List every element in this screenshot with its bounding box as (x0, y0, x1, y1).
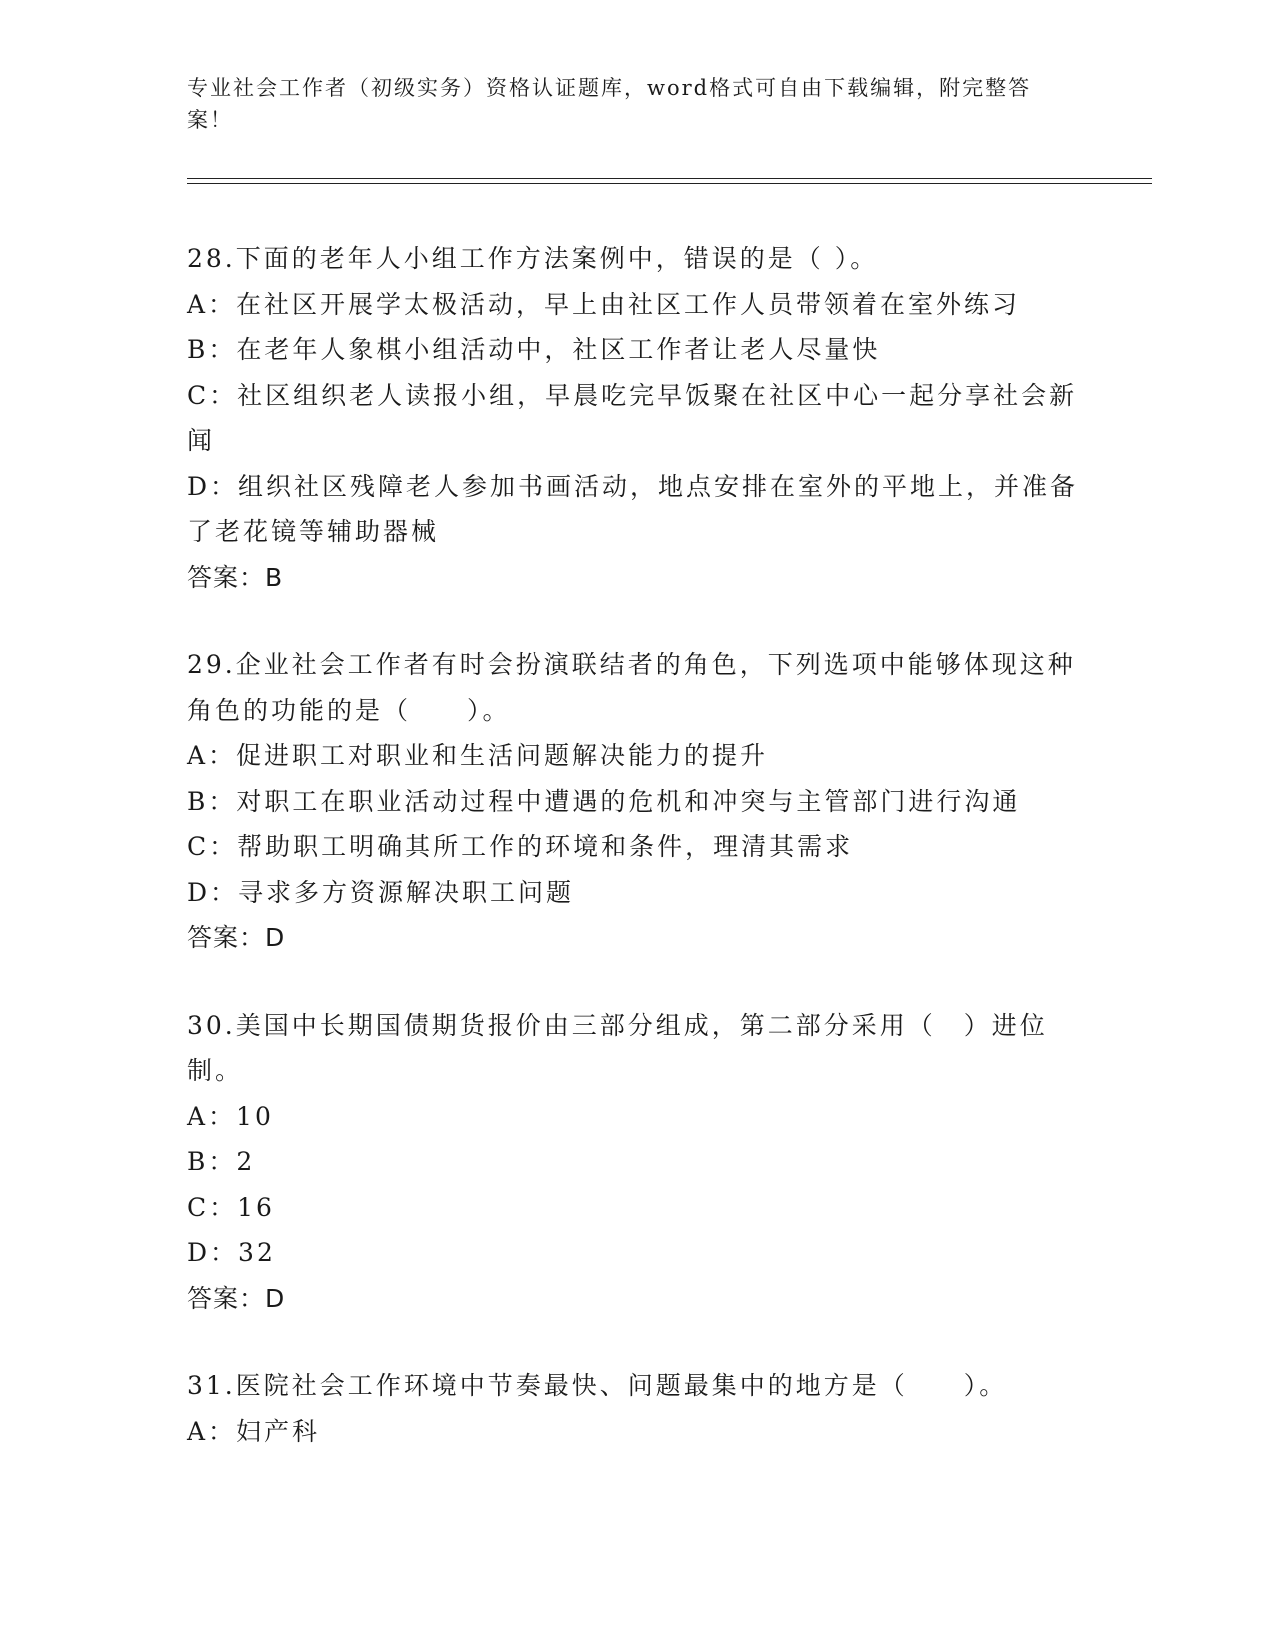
answer: 答案：D (187, 1283, 286, 1313)
question-list (187, 236, 1087, 1496)
header-text: 专业社会工作者（初级实务）资格认证题库，word格式可自由下载编辑，附完整答案！ (187, 76, 1032, 132)
answer: 答案：B (187, 562, 284, 592)
page-header (187, 72, 1067, 136)
option-d: D：32 (187, 1238, 276, 1267)
question-stem: 30.美国中长期国债期货报价由三部分组成，第二部分采用（ ）进位制。 (187, 1010, 1048, 1085)
option-b: B：在老年人象棋小组活动中，社区工作者让老人尽量快 (187, 335, 881, 364)
option-b: B：2 (187, 1147, 256, 1176)
question-29 (187, 642, 1087, 961)
question-stem: 31.医院社会工作环境中节奏最快、问题最集中的地方是（ ）。 (187, 1371, 1008, 1400)
option-b: B：对职工在职业活动过程中遭遇的危机和冲突与主管部门进行沟通 (187, 786, 1021, 816)
question-stem: 28.下面的老年人小组工作方法案例中，错误的是（ ）。 (187, 244, 879, 273)
header-rule-bottom (187, 183, 1152, 184)
question-31 (187, 1363, 1087, 1454)
option-a: A：促进职工对职业和生活问题解决能力的提升 (187, 741, 769, 770)
option-c: C：16 (187, 1192, 275, 1222)
question-30 (187, 1003, 1087, 1322)
question-stem: 29.企业社会工作者有时会扮演联结者的角色，下列选项中能够体现这种角色的功能的是（ ）。 (187, 650, 1076, 725)
question-28 (187, 236, 1087, 600)
option-d: D：寻求多方资源解决职工问题 (187, 877, 575, 907)
option-a: A：妇产科 (187, 1416, 321, 1446)
option-c: C：帮助职工明确其所工作的环境和条件，理清其需求 (187, 832, 854, 861)
answer: 答案：D (187, 923, 286, 952)
option-d: D：组织社区残障老人参加书画活动，地点安排在室外的平地上，并准备了老花镜等辅助器械 (187, 471, 1079, 546)
option-c: C：社区组织老人读报小组，早晨吃完早饭聚在社区中心一起分享社会新闻 (187, 380, 1078, 455)
option-a: A：在社区开展学太极活动，早上由社区工作人员带领着在室外练习 (187, 289, 1021, 319)
header-rule-top (187, 178, 1152, 179)
option-a: A：10 (187, 1101, 274, 1131)
